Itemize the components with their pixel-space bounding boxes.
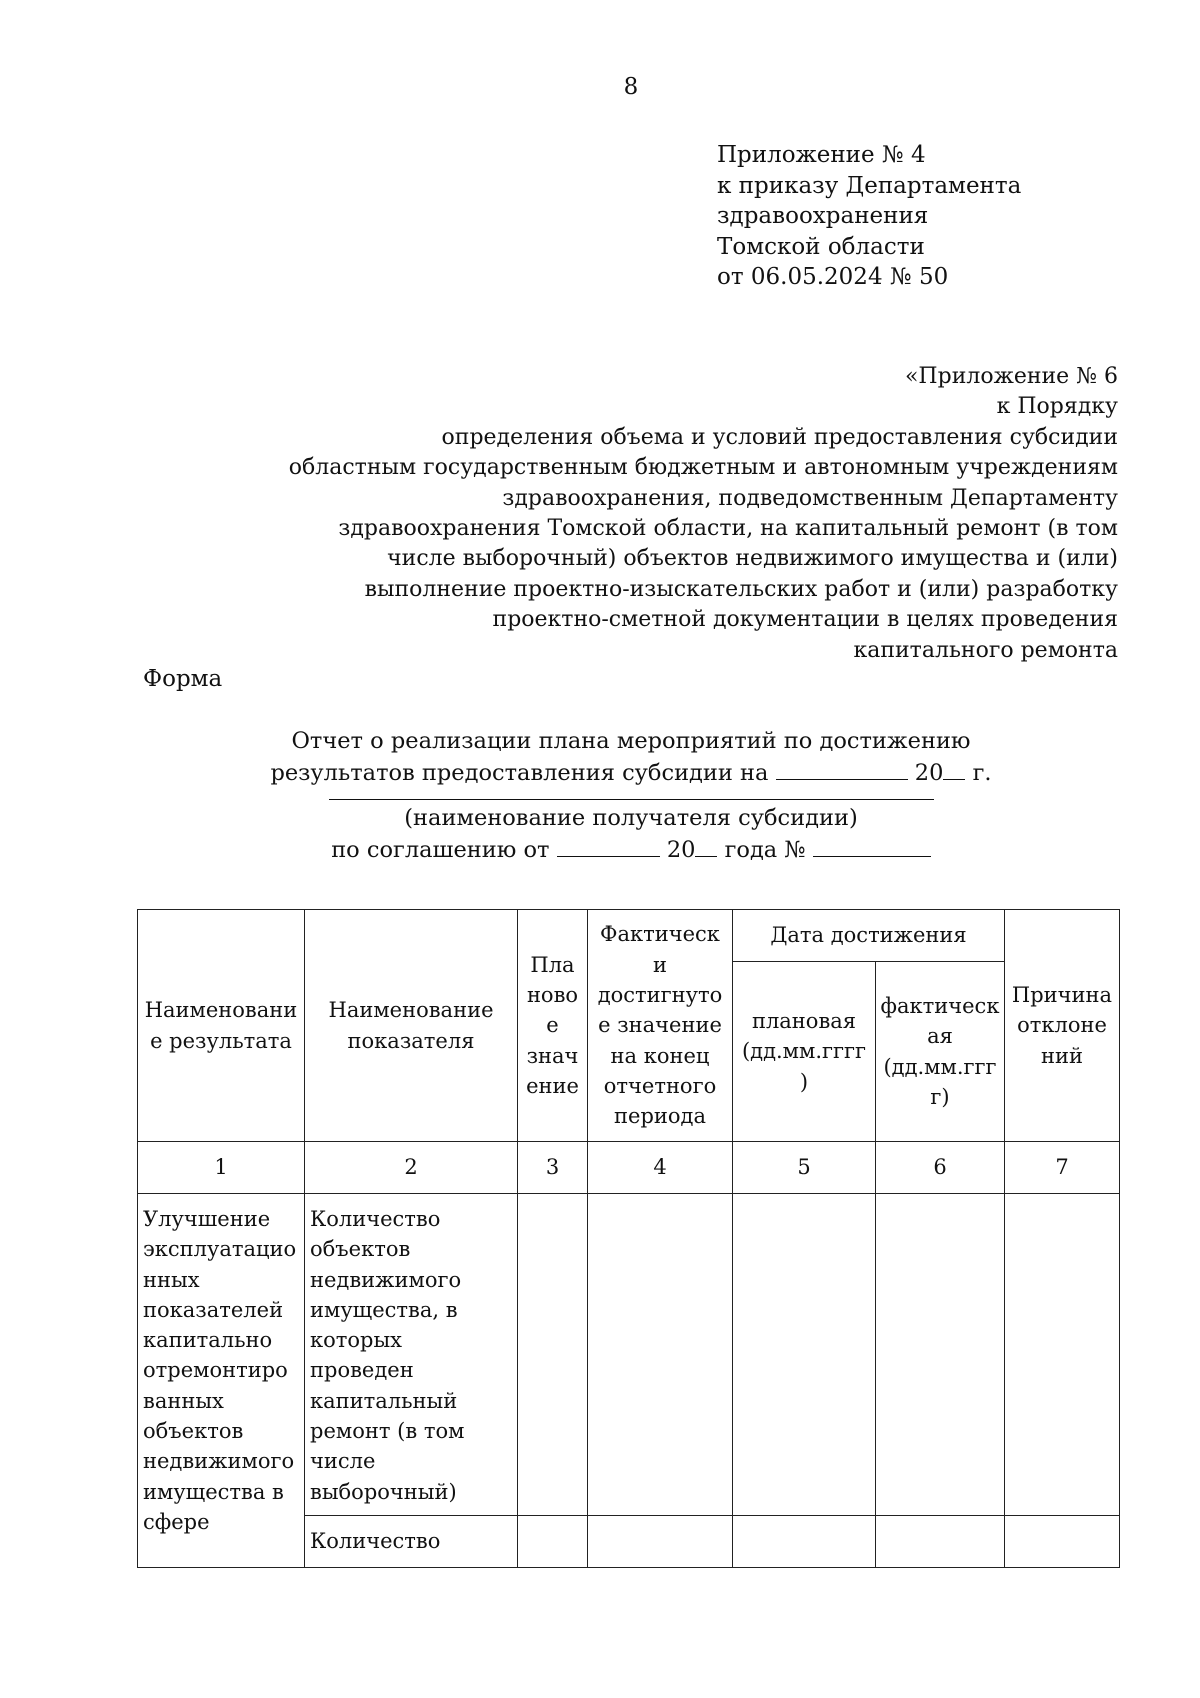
- cell-text-line: ремонт (в том: [310, 1419, 465, 1444]
- header-text-line: е результата: [150, 1028, 292, 1053]
- attachment-4-line: Томской области: [717, 233, 925, 260]
- result-name-cell: [138, 1194, 305, 1568]
- attachment-6-line: проектно-сметной документации в целях проведения: [492, 607, 1118, 633]
- attachment-4-header: [717, 140, 1021, 293]
- cell-text-line: капитально: [143, 1328, 273, 1353]
- cell-text-line: объектов: [143, 1419, 244, 1444]
- page-number: 8: [623, 74, 639, 100]
- planned-date-cell[interactable]: [733, 1516, 876, 1568]
- actual-date-cell[interactable]: [876, 1194, 1005, 1516]
- attachment-6-line: выполнение проектно-изыскательских работ и (или) разработку: [364, 576, 1118, 602]
- attachment-4-line: к приказу Департамента: [717, 172, 1022, 199]
- header-actual-value: [588, 910, 733, 1142]
- report-year-suffix: г.: [972, 760, 992, 786]
- report-header: [0, 726, 1200, 866]
- attachment-6-header: [289, 362, 1118, 666]
- recipient-caption: (наименование получателя субсидии): [404, 805, 858, 831]
- cell-text-line: показателей: [143, 1297, 284, 1322]
- header-text-line: знач: [526, 1043, 579, 1068]
- header-actual-date: [876, 962, 1005, 1142]
- cell-text-line: которых: [310, 1328, 403, 1353]
- header-text-line: ново: [526, 983, 579, 1008]
- header-achievement-date: Дата достижения: [733, 910, 1005, 962]
- actual-value-cell[interactable]: [588, 1194, 733, 1516]
- header-planned-date: [733, 962, 876, 1142]
- agreement-year-prefix: 20: [666, 837, 696, 863]
- agreement-number-label: года №: [724, 837, 806, 863]
- form-label: Форма: [143, 666, 223, 692]
- agreement-line: [0, 834, 1200, 866]
- planned-value-cell[interactable]: [518, 1516, 588, 1568]
- column-number: 5: [733, 1142, 876, 1194]
- cell-text-line: ванных: [143, 1388, 224, 1413]
- attachment-6-line: числе выборочный) объектов недвижимого имущества и (или): [387, 546, 1118, 572]
- attachment-6-line: здравоохранения, подведомственным Департаменту: [502, 485, 1118, 511]
- header-text-line: г): [930, 1084, 950, 1109]
- indicator-name-cell: [305, 1516, 518, 1568]
- header-text-line: отклоне: [1017, 1013, 1107, 1038]
- header-deviation-reason: [1005, 910, 1120, 1142]
- header-text-line: показателя: [347, 1028, 475, 1053]
- header-indicator-name: [305, 910, 518, 1142]
- header-text-line: (дд.мм.ггг: [883, 1054, 997, 1079]
- attachment-6-line: капитального ремонта: [853, 637, 1118, 663]
- actual-value-cell[interactable]: [588, 1516, 733, 1568]
- column-number: 4: [588, 1142, 733, 1194]
- report-period-label: результатов предоставления субсидии на: [270, 760, 769, 786]
- attachment-4-line: от 06.05.2024 № 50: [717, 264, 949, 290]
- deviation-reason-cell[interactable]: [1005, 1516, 1120, 1568]
- cell-text-line: имущества, в: [310, 1297, 458, 1322]
- actual-date-cell[interactable]: [876, 1516, 1005, 1568]
- header-text-line: Фактическ: [600, 922, 720, 947]
- cell-text-line: объектов: [310, 1237, 411, 1262]
- agreement-date-blank[interactable]: [557, 834, 660, 857]
- cell-text-line: недвижимого: [143, 1449, 295, 1474]
- header-text-line: (дд.мм.гггг: [741, 1039, 867, 1064]
- report-table: [137, 909, 1120, 1568]
- header-text-line: Наименовани: [144, 998, 298, 1023]
- header-planned-value: [518, 910, 588, 1142]
- attachment-4-line: Приложение № 4: [717, 142, 926, 168]
- agreement-label: по соглашению от: [331, 837, 550, 863]
- column-number: 3: [518, 1142, 588, 1194]
- recipient-name-blank[interactable]: [329, 799, 934, 800]
- planned-value-cell[interactable]: [518, 1194, 588, 1516]
- header-text-line: Причина: [1011, 983, 1113, 1008]
- cell-text-line: капитальный: [310, 1388, 458, 1413]
- attachment-6-line: «Приложение № 6: [904, 364, 1118, 389]
- attachment-6-line: здравоохранения Томской области, на капитальный ремонт (в том: [338, 516, 1118, 542]
- column-number-row: [138, 1142, 1120, 1194]
- column-number: 6: [876, 1142, 1005, 1194]
- cell-text-line: имущества в: [143, 1479, 284, 1504]
- report-year-prefix: 20: [914, 760, 944, 786]
- column-number: 1: [138, 1142, 305, 1194]
- cell-text-line: недвижимого: [310, 1267, 462, 1292]
- attachment-6-line: к Порядку: [996, 394, 1118, 420]
- cell-text-line: сфере: [143, 1509, 210, 1534]
- attachment-6-line: определения объема и условий предоставления субсидии: [441, 424, 1118, 450]
- cell-text-line: Количество: [310, 1207, 441, 1231]
- indicator-name-cell: [305, 1194, 518, 1516]
- cell-text-line: эксплуатацио: [143, 1237, 297, 1262]
- header-text-line: на конец: [610, 1043, 710, 1068]
- report-title-line-2: [0, 757, 1200, 789]
- header-text-line: Пла: [530, 952, 575, 977]
- column-number: 7: [1005, 1142, 1120, 1194]
- cell-text-line: отремонтиро: [143, 1358, 288, 1383]
- header-text-line: ний: [1041, 1043, 1083, 1068]
- report-period-blank[interactable]: [776, 757, 908, 780]
- header-result-name: [138, 910, 305, 1142]
- cell-text-line: Количество: [310, 1529, 441, 1553]
- table-row: [138, 1194, 1120, 1516]
- header-text-line: ение: [526, 1073, 579, 1098]
- header-text-line: ая: [927, 1024, 953, 1049]
- header-text-line: фактическ: [880, 993, 1000, 1018]
- agreement-year-blank[interactable]: [695, 834, 717, 857]
- cell-text-line: выборочный): [310, 1479, 457, 1504]
- report-title-line-1: Отчет о реализации плана мероприятий по достижению: [291, 728, 971, 754]
- header-text-line: Наименование: [328, 998, 494, 1023]
- cell-text-line: проведен: [310, 1358, 414, 1383]
- header-text-line: ): [799, 1069, 809, 1094]
- header-text-line: периода: [614, 1104, 706, 1129]
- agreement-number-blank[interactable]: [813, 834, 931, 857]
- header-text-line: отчетного: [603, 1073, 717, 1098]
- planned-date-cell[interactable]: [733, 1194, 876, 1516]
- header-text-line: и: [653, 952, 667, 977]
- cell-text-line: Улучшение: [143, 1207, 271, 1231]
- header-text-line: е: [546, 1013, 559, 1038]
- deviation-reason-cell[interactable]: [1005, 1194, 1120, 1516]
- attachment-6-line: областным государственным бюджетным и автономным учреждениям: [288, 455, 1118, 481]
- attachment-4-line: здравоохранения: [717, 203, 929, 229]
- header-text-line: достигнуто: [597, 983, 723, 1008]
- report-year-blank[interactable]: [943, 757, 965, 780]
- cell-text-line: нных: [143, 1267, 200, 1292]
- header-text-line: плановая: [751, 1009, 857, 1034]
- column-number: 2: [305, 1142, 518, 1194]
- cell-text-line: числе: [310, 1449, 376, 1474]
- header-text-line: е значение: [598, 1013, 722, 1038]
